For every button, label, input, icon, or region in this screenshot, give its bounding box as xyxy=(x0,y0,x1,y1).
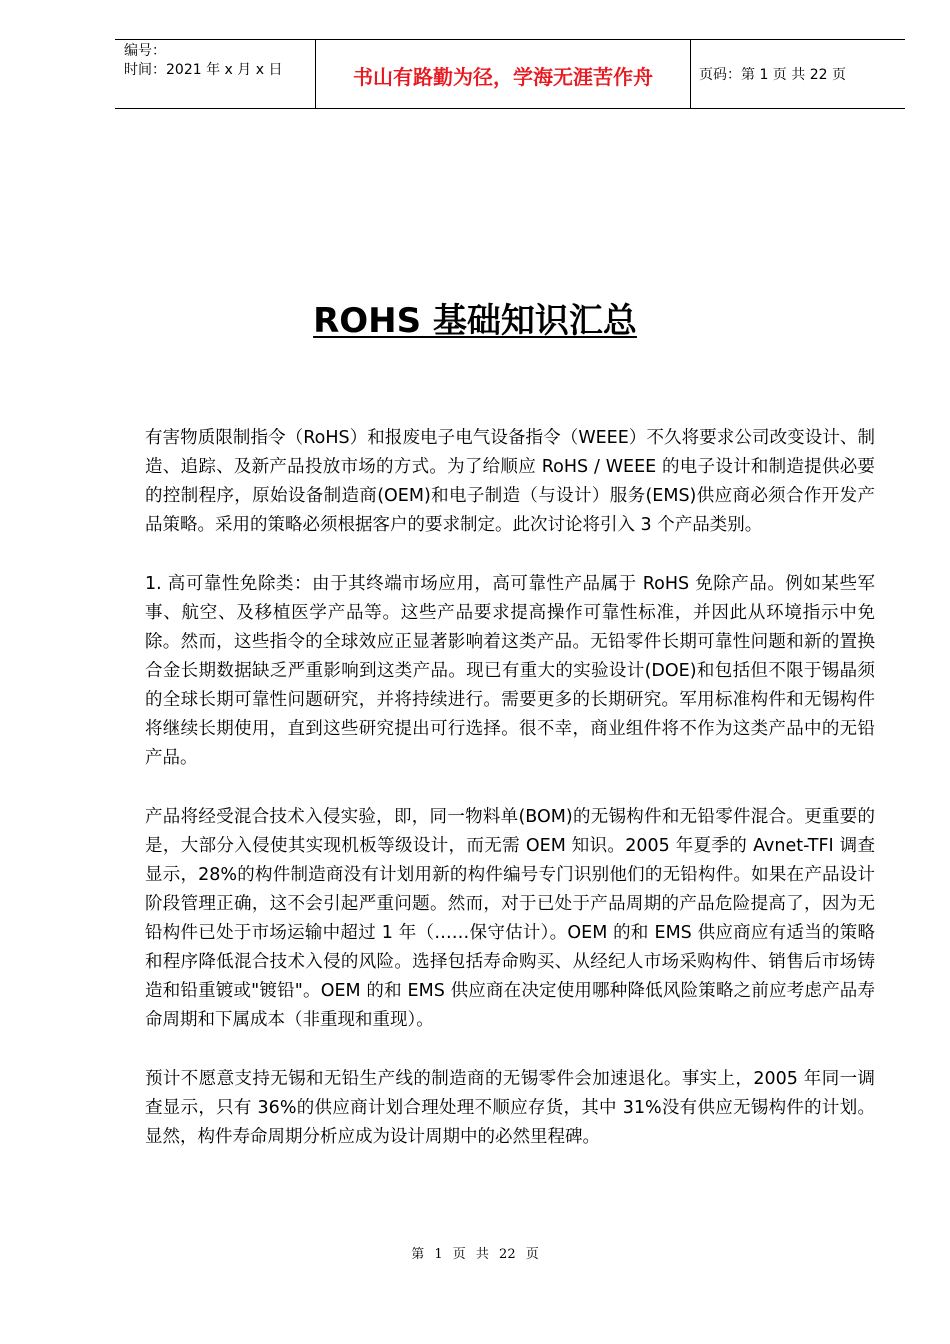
document-number-label: 编号： xyxy=(124,43,166,59)
document-title: ROHS 基础知识汇总 xyxy=(313,301,637,341)
document-time-label: 时间：2021 年 x 月 x 日 xyxy=(124,62,283,78)
page-header xyxy=(115,39,905,109)
paragraph-high-reliability: 1. 高可靠性免除类：由于其终端市场应用，高可靠性产品属于 RoHS 免除产品。例如某些军事、航空、及移植医学产品等。这些产品要求提高操作可靠性标准，并因此从环境指示中免除。然而，这些指令的全球效应正显著影响着这类产品。无铅零件长期可靠性问题和新的置换合金长期数据缺乏严重影响到这类产品。现已有重大的实验设计(DOE)和包括但不限于锡晶须的全球长期可靠性问题研究，并将持续进行。需要更多的长期研究。军用标准构件和无锡构件将继续长期使用，直到这些研究提出可行选择。很不幸，商业组件将不作为这类产品中的无铅产品。 xyxy=(145,574,875,768)
header-page-info: 页码：第 1 页 共 22 页 xyxy=(699,67,846,83)
header-info-cell xyxy=(115,40,315,108)
paragraph-mixed-technology: 产品将经受混合技术入侵实验，即，同一物料单(BOM)的无锡构件和无铅零件混合。更重要的是，大部分入侵使其实现机板等级设计，而无需 OEM 知识。2005 年夏季的 Avnet-TFI 调查显示，28%的构件制造商没有计划用新的构件编号专门识别他们的无铅构件。如果在产品设计阶段管理正确，这不会引起严重问题。然而，对于已处于产品周期的产品危险提高了，因为无铅构件已处于市场运输中超过 1 年（……保守估计）。OEM 的和 EMS 供应商应有适当的策略和程序降低混合技术入侵的风险。选择包括寿命购买、从经纪人市场采购构件、销售后市场铸造和铅重镀或"镀铅"。OEM 的和 EMS 供应商在决定使用哪种降低风险策略之前应考虑产品寿命周期和下属成本（非重现和重现）。 xyxy=(145,807,875,1030)
header-motto-cell xyxy=(315,40,691,108)
header-page-cell xyxy=(690,40,905,108)
page-footer: 第 1 页 共 22 页 xyxy=(411,1247,539,1262)
document-body xyxy=(145,424,875,1182)
header-motto: 书山有路勤为径，学海无涯苦作舟 xyxy=(353,65,653,89)
document-title-block xyxy=(0,298,950,344)
paragraph-tin-parts: 预计不愿意支持无锡和无铅生产线的制造商的无锡零件会加速退化。事实上，2005 年同一调查显示，只有 36%的供应商计划合理处理不顺应存货，其中 31%没有供应无锡构件的计划。显然，构件寿命周期分析应成为设计周期中的必然里程碑。 xyxy=(145,1069,875,1147)
paragraph-intro: 有害物质限制指令（RoHS）和报废电子电气设备指令（WEEE）不久将要求公司改变设计、制造、追踪、及新产品投放市场的方式。为了给顺应 RoHS / WEEE 的电子设计和制造提供必要的控制程序，原始设备制造商(OEM)和电子制造（与设计）服务(EMS)供应商必须合作开发产品策略。采用的策略必须根据客户的要求制定。此次讨论将引入 3 个产品类别。 xyxy=(145,428,875,535)
